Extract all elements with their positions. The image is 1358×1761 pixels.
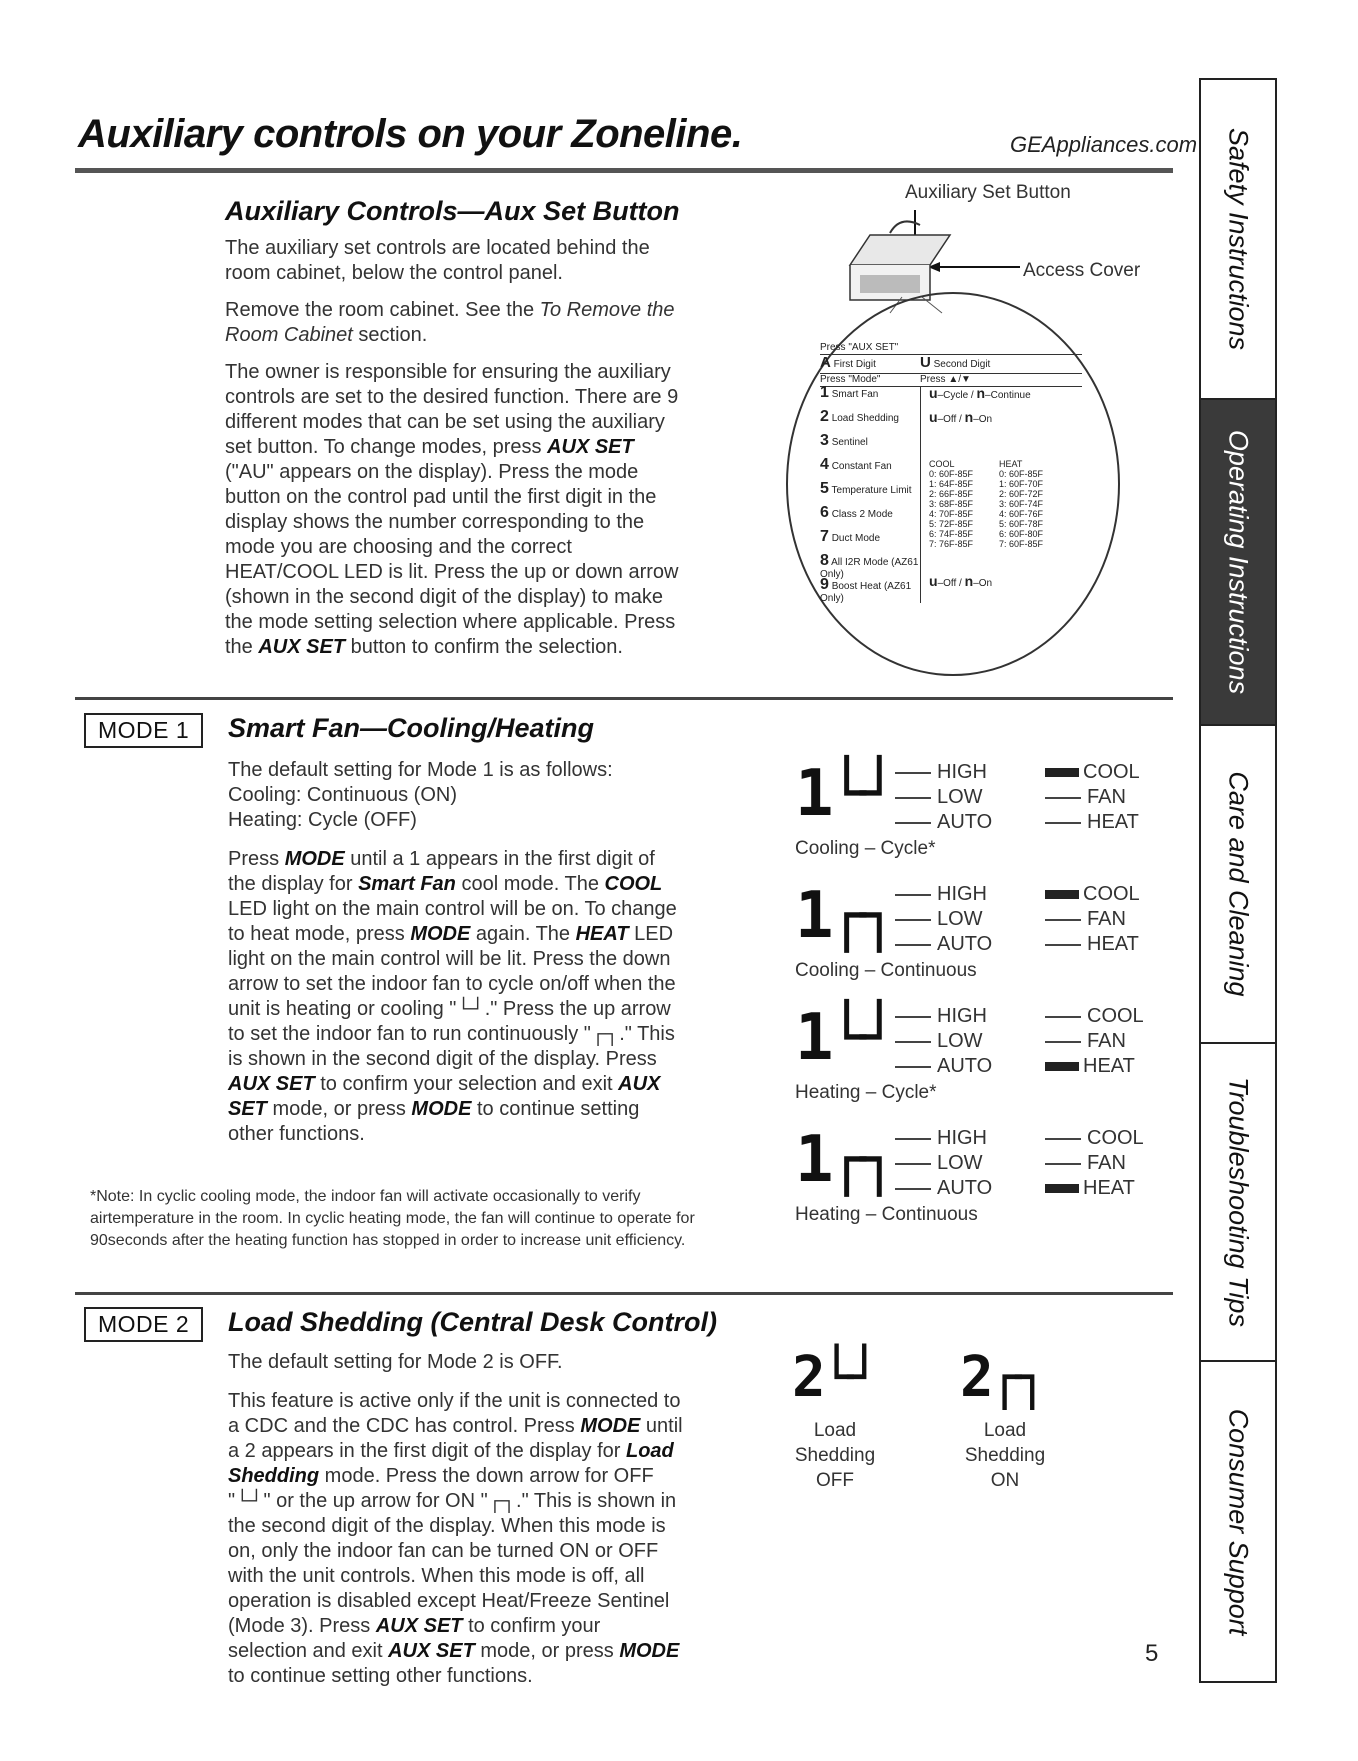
tab-consumer-support[interactable]: Consumer Support [1223,1408,1254,1635]
aux-p2: Remove the room cabinet. See the To Remove the Room Cabinet section. [225,299,675,346]
page-title: Auxiliary controls on your Zoneline. [78,112,743,156]
display-digits: 1└┘ [795,757,893,831]
load-shedding-on-caption: Load Shedding ON [964,1420,1046,1491]
mode-row: 3 Sentinel [820,432,868,449]
press-aux-set-label: Press "AUX SET" [820,342,1082,355]
mode-options [921,387,1082,603]
display-caption: Heating – Continuous [795,1204,978,1225]
mode-row: 7 Duct Mode [820,528,881,545]
press-arrows-label: Press ▲/▼ [920,374,971,385]
mode-row: 1 Smart Fan [820,384,879,401]
remove-cabinet-ref: To Remove the Room Cabinet [225,299,675,346]
press-mode-label: Press "Mode" [820,374,881,385]
display-caption: Heating – Cycle* [795,1082,937,1103]
smart-fan-options: u–Cycle / n–Continue [929,385,1031,401]
aux-section-text [225,236,680,672]
heat-led-on [1045,1184,1079,1193]
mode-table [820,342,1082,603]
website-label: GEAppliances.com [1010,132,1198,157]
display-cooling-cycle: 1└┘ HIGH LOW AUTO COOL FAN HEAT Cooling – Cycle* [795,757,1140,859]
mode-rows [820,384,1082,604]
display-heating-continuous: 1┌┐ HIGH LOW AUTO COOL FAN HEAT Heating – Continuous [795,1123,1144,1225]
load-shedding-off-display: 2└┘ [792,1345,876,1410]
load-shedding-on-display: 2┌┐ [960,1345,1044,1410]
mode2-box: MODE 2 [84,1307,203,1342]
display-digits: 1┌┐ [795,1123,893,1197]
boost-heat-options: u–Off / n–On [929,573,993,589]
mode-row: 9 Boost Heat (AZ61 Only) [820,576,912,604]
press-row [820,374,1082,387]
display-cooling-continuous: 1┌┐ HIGH LOW AUTO COOL FAN HEAT Cooling – Continuous [795,879,1140,981]
mode-row: 5 Temperature Limit [820,480,912,497]
mode1-box: MODE 1 [84,713,203,748]
mode1-note: *Note: In cyclic cooling mode, the indoor fan will activate occasionally to verify airtemperature in the room. In cyclic heating mode, the fan will continue to operate for 90seconds after the heating function has stopped in order to increase unit efficiency. [90,1188,695,1249]
load-shedding-options: u–Off / n–On [929,409,993,425]
mode1-text: The default setting for Mode 1 is as follows: Cooling: Continuous (ON) Heating: Cycle (OFF) Press MODE until a 1 appears in the first digit of the display for Smart Fan cool mode. The COOL LED light on the main control will be on. To change to heat mode, press MODE again. The HEAT LED light on the main control will be lit. Press the down arrow to set the indoor fan to cycle on/off when the unit is heating or cooling "└┘." Press the up arrow to set the indoor fan to run continuously "┌┐." This is shown in the second digit of the display. Press AUX SET to confirm your selection and exit AUX SET mode, or press MODE to continue setting other functions. [228,759,677,1145]
page-number: 5 [1145,1640,1159,1667]
section-tabs [1199,78,1277,1683]
access-cover-label: Access Cover [1023,260,1141,281]
mode1-displays [795,757,1145,1248]
display-heating-cycle: 1└┘ HIGH LOW AUTO COOL FAN HEAT Heating – Cycle* [795,1001,1144,1103]
header-rule [75,168,1173,173]
mode2-text: The default setting for Mode 2 is OFF. This feature is active only if the unit is connected to a CDC and the CDC has control. Press MODE until a 2 appears in the first digit of the display for Load Shedding mode. Press the down arrow for OFF "└┘" or the up arrow for ON "┌┐." This is shown in the second digit of the display. When this mode is on, only the indoor fan can be turned ON or OFF with the unit controls. When this mode is off, all operation is disabled except Heat/Freeze Sentinel (Mode 3). Press AUX SET to confirm your selection and exit AUX SET mode, or press MODE to continue setting other functions. [228,1351,683,1687]
mode1-heading: Smart Fan—Cooling/Heating [228,713,595,743]
tab-care-and-cleaning[interactable]: Care and Cleaning [1201,726,1275,1044]
aux-p3: The owner is responsible for ensuring the auxiliary controls are set to the desired function. There are 9 different modes that can be set using the auxiliary set button. To change modes, press AUX SET ("AU" appears on the display). Press the mode button on the control pad until the first digit in the display shows the number corresponding to the mode you are choosing and the correct HEAT/COOL LED is lit. Press the up or down arrow (shown in the second digit of the display) to make the mode setting selection where applicable. Press the AUX SET button to confirm the selection. [225,361,679,658]
load-shedding-off-caption: Load Shedding OFF [794,1420,876,1491]
section-rule-2 [75,1292,1173,1295]
tab-safety-instructions[interactable]: Safety Instructions [1201,80,1275,400]
mode-list [820,384,921,604]
aux-section-heading: Auxiliary Controls—Aux Set Button [225,196,680,226]
mode-row: 6 Class 2 Mode [820,504,893,521]
display-digits: 1┌┐ [795,879,893,953]
mode-row: 8 All I2R Mode (AZ61 Only) [820,552,919,580]
display-caption: Cooling – Cycle* [795,838,936,859]
mode2-heading: Load Shedding (Central Desk Control) [228,1307,718,1337]
tab-troubleshooting-tips[interactable]: Troubleshooting Tips [1201,1044,1275,1362]
mode-row: 2 Load Shedding [820,408,899,425]
tab-operating-instructions[interactable]: Operating Instructions [1201,400,1275,726]
cool-led-on [1045,768,1079,777]
cool-led-on [1045,890,1079,899]
display-digits: 1└┘ [795,1001,893,1075]
section-rule-1 [75,697,1173,700]
digit-header-row: A First Digit U Second Digit [820,355,1082,374]
mode-row: 4 Constant Fan [820,456,892,473]
temperature-limit-table: COOL 0: 60F-85F 1: 64F-85F 2: 66F-85F 3: 68F-85F 4: 70F-85F 5: 72F-85F 6: 74F-85F 7: 76F-85F HEAT 0: 60F-85F 1: 60F-70F 2: 60F-72F 3: 60F-74F 4: 60F-76F 5: 60F-78F 6: 60F-80F 7: 60F-85F [929,459,1044,549]
aux-p1: The auxiliary set controls are located behind the room cabinet, below the control panel. [225,237,650,284]
heat-led-on [1045,1062,1079,1071]
aux-set-button-label: Auxiliary Set Button [905,182,1071,203]
display-caption: Cooling – Continuous [795,960,977,981]
